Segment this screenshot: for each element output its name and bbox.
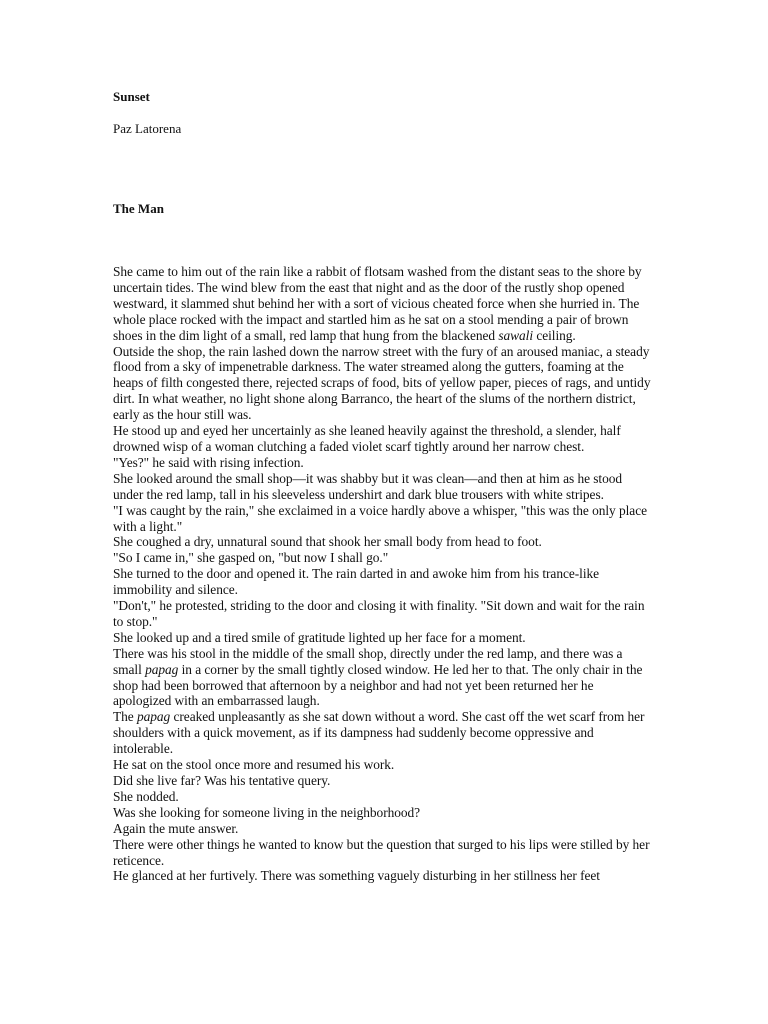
story-body (113, 264, 653, 884)
paragraph-text: "So I came in," she gasped on, "but now I shall go." (113, 550, 389, 566)
paragraph-text: The (113, 709, 137, 725)
paragraph (113, 773, 653, 789)
paragraph (113, 264, 653, 344)
story-title: Sunset (113, 89, 150, 104)
paragraph (113, 598, 653, 630)
paragraph (113, 344, 653, 424)
paragraph (113, 868, 653, 884)
italic-term: papag (136, 709, 171, 725)
paragraph-text: She looked around the small shop—it was shabby but it was clean—and then at him as he stood under the red lamp, tall in his sleeveless undershirt and dark blue trousers with white stripes. (113, 470, 623, 502)
paragraph (113, 837, 653, 869)
paragraph (113, 471, 653, 503)
paragraph-text: She coughed a dry, unnatural sound that shook her small body from head to foot. (113, 534, 542, 550)
paragraph (113, 805, 653, 821)
author-name: Paz Latorena (113, 121, 182, 136)
paragraph-text: creaked unpleasantly as she sat down without a word. She cast off the wet scarf from her shoulders with a quick movement, as if its dampness had suddenly become oppressive and intolerable. (113, 709, 645, 757)
paragraph-text: She came to him out of the rain like a rabbit of flotsam washed from the distant seas to the shore by uncertain tides. The wind blew from the east that night and as the door of the rustly shop opened westward, it slammed shut behind her with a sort of vicious cheated force when she hurried in. The whole place rocked with the impact and startled him as he sat on a stool mending a pair of brown shoes in the dim light of a small, red lamp that hung from the blackened (113, 264, 642, 343)
paragraph (113, 757, 653, 773)
paragraph (113, 566, 653, 598)
paragraph (113, 821, 653, 837)
paragraph-text: in a corner by the small tightly closed window. He led her to that. The only chair in the shop had been borrowed that afternoon by a neighbor and had not yet been returned her he apologized with an embarrassed laugh. (113, 661, 643, 709)
paragraph-text: "Yes?" he said with rising infection. (113, 454, 304, 470)
paragraph-text: "Don't," he protested, striding to the door and closing it with finality. "Sit down and wait for the rain to stop." (113, 598, 645, 629)
paragraph-text: "I was caught by the rain," she exclaimed in a voice hardly above a whisper, "this was the only place with a light." (113, 502, 647, 534)
paragraph-text: There were other things he wanted to know but the question that surged to his lips were stilled by her reticence. (113, 836, 650, 868)
paragraph-text: Outside the shop, the rain lashed down the narrow street with the fury of an aroused maniac, a steady flood from a sky of impenetrable darkness. The water streamed along the gutters, foaming at the heaps of filth congested there, rejected scraps of food, bits of yellow paper, pieces of rags, and untidy dirt. In what weather, no light shone along Barranco, the heart of the slums of the northern district, early as the hour still was. (113, 343, 651, 423)
italic-term: sawali (498, 327, 534, 343)
paragraph (113, 534, 653, 550)
paragraph-text: Did she live far? Was his tentative query. (113, 773, 331, 788)
paragraph-text: He stood up and eyed her uncertainly as she leaned heavily against the threshold, a slender, half drowned wisp of a woman clutching a faded violet scarf tightly around her narrow chest. (113, 423, 621, 454)
paragraph-text: ceiling. (533, 327, 576, 343)
paragraph (113, 646, 653, 710)
paragraph-text: He glanced at her furtively. There was something vaguely disturbing in her stillness her feet (113, 868, 600, 884)
paragraph-text: Again the mute answer. (113, 820, 239, 836)
paragraph (113, 455, 653, 471)
section-title: The Man (113, 201, 164, 216)
paragraph (113, 550, 653, 566)
paragraph (113, 789, 653, 805)
paragraph-text: Was she looking for someone living in the neighborhood? (113, 804, 421, 820)
paragraph (113, 709, 653, 757)
paragraph (113, 630, 653, 646)
paragraph (113, 503, 653, 535)
paragraph-text: She looked up and a tired smile of gratitude lighted up her face for a moment. (113, 629, 526, 645)
italic-term: papag (145, 661, 179, 677)
paragraph-text: She turned to the door and opened it. The rain darted in and awoke him from his trance-like immobility and silence. (113, 566, 600, 598)
paragraph-text: She nodded. (113, 788, 179, 804)
paragraph-text: He sat on the stool once more and resumed his work. (113, 757, 395, 773)
paragraph (113, 423, 653, 455)
paragraph-text: There was his stool in the middle of the small shop, directly under the red lamp, and there was a small (113, 645, 623, 677)
